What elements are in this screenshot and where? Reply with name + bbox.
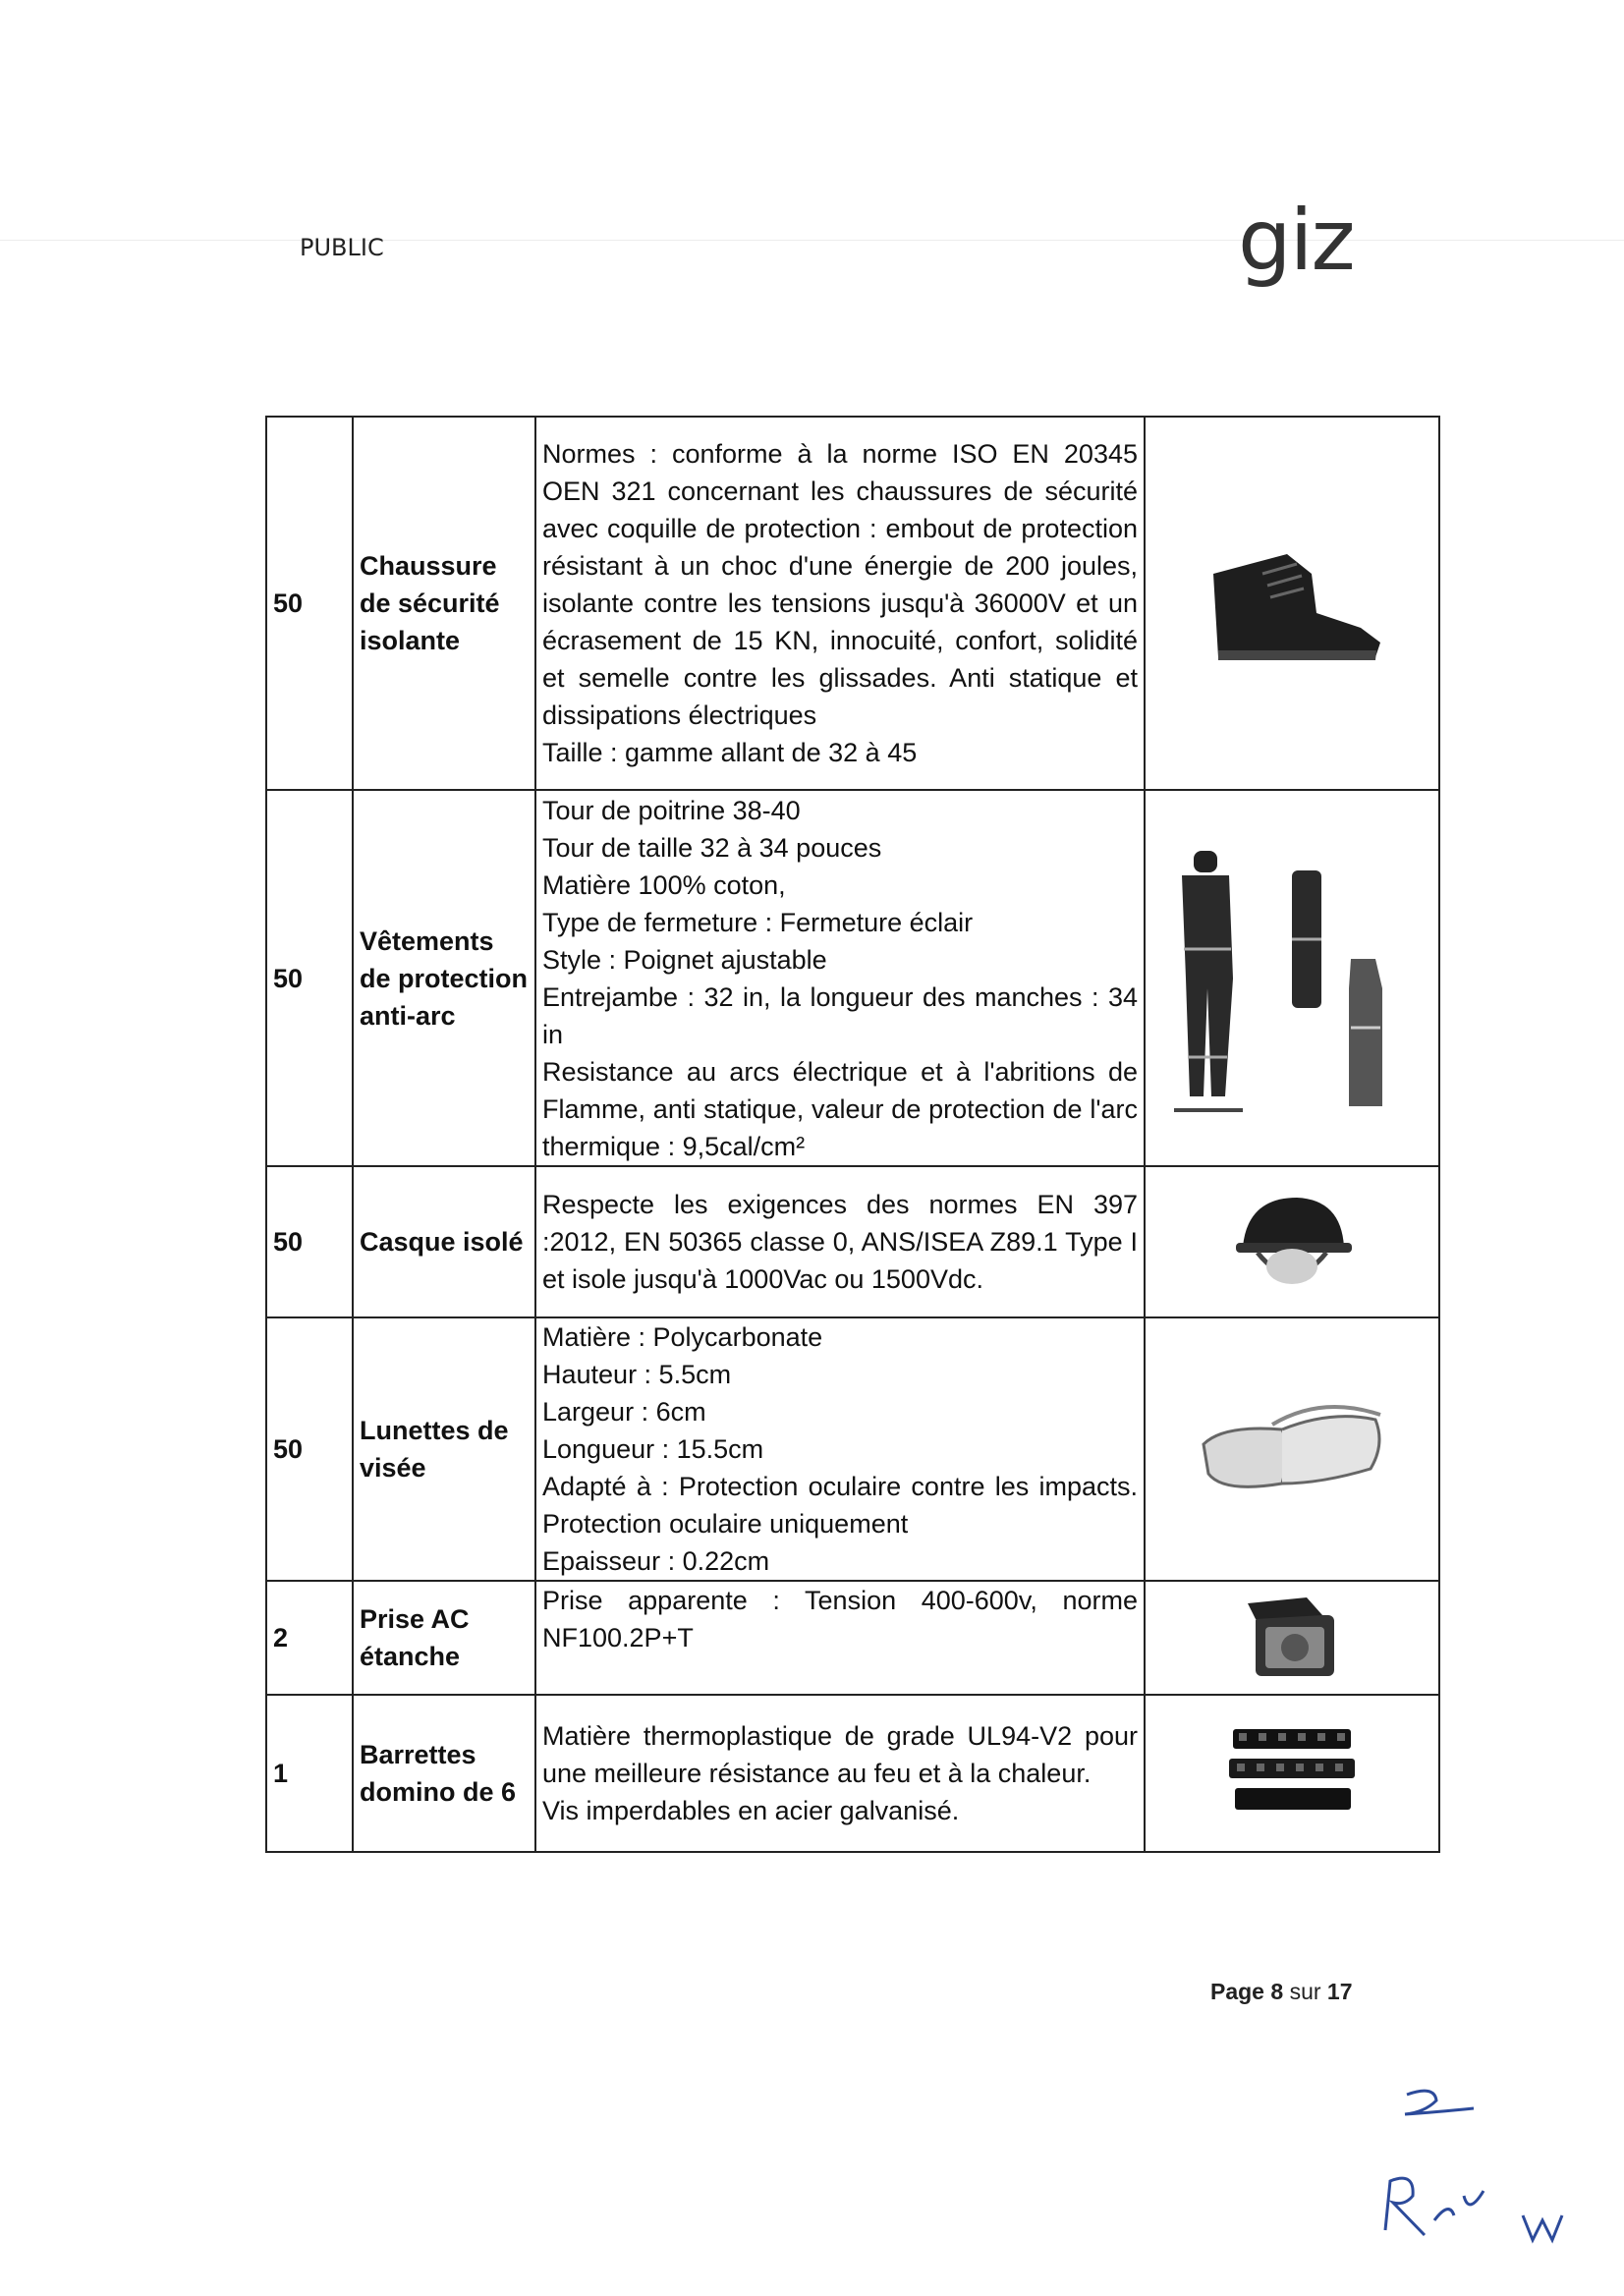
- description-line: Matière thermoplastique de grade UL94-V2 pour une meilleure résistance au feu et à la chaleur.: [542, 1721, 1138, 1788]
- table-row: [266, 790, 1439, 1166]
- handwritten-mark: [1395, 2083, 1484, 2132]
- quantity-cell: 2: [266, 1581, 353, 1695]
- description-line: Largeur : 6cm: [542, 1397, 706, 1427]
- description-line: Tour de taille 32 à 34 pouces: [542, 832, 882, 863]
- quantity-cell: 1: [266, 1695, 353, 1852]
- item-name-cell: Barrettes domino de 6: [353, 1695, 535, 1852]
- handwritten-initials: [1375, 2161, 1572, 2250]
- page-total: 17: [1326, 1979, 1353, 2004]
- description-line: Entrejambe : 32 in, la longueur des manches : 34 in: [542, 981, 1138, 1049]
- table-row: [266, 417, 1439, 790]
- item-name-cell: Lunettes de visée: [353, 1317, 535, 1581]
- terminal-block-icon: [1223, 1719, 1361, 1827]
- description-line: Longueur : 15.5cm: [542, 1434, 764, 1464]
- waterproof-socket-icon: [1238, 1594, 1346, 1682]
- giz-logo: giz: [1238, 192, 1354, 290]
- image-cell: [1145, 1166, 1439, 1317]
- item-name-cell: Chaussure de sécurité isolante: [353, 417, 535, 790]
- page-current: 8: [1270, 1979, 1284, 2004]
- description-line: Matière : Polycarbonate: [542, 1322, 823, 1352]
- table-row: [266, 1166, 1439, 1317]
- description-line: Hauteur : 5.5cm: [542, 1360, 732, 1389]
- description-line: Prise apparente : Tension 400-600v, norme NF100.2P+T: [542, 1586, 1138, 1652]
- classification-label: PUBLIC: [300, 234, 384, 261]
- description-cell: [535, 1317, 1145, 1581]
- image-cell: [1145, 1695, 1439, 1852]
- description-line: Matière 100% coton,: [542, 869, 786, 900]
- description-line: Tour de poitrine 38-40: [542, 795, 801, 825]
- arc-flash-suit-icon: [1164, 831, 1420, 1126]
- description-cell: [535, 1581, 1145, 1695]
- page-number: [1210, 1979, 1353, 2005]
- item-name-cell: Casque isolé: [353, 1166, 535, 1317]
- quantity-cell: 50: [266, 790, 353, 1166]
- safety-boot-icon: [1194, 534, 1390, 672]
- description-line: Adapté à : Protection oculaire contre les impacts. Protection oculaire uniquement: [542, 1472, 1138, 1539]
- page-prefix: Page: [1210, 1979, 1264, 2004]
- description-line: Type de fermeture : Fermeture éclair: [542, 907, 974, 937]
- description-line: Normes : conforme à la norme ISO EN 20345 OEN 321 concernant les chaussures de sécurité avec coquille de protection : embout de protection résistant à un choc d'une énergie de 200 joules, isolante contre les tensions jusqu'à 36000V et un écrasement de 15 KN, innocuité, confort, solidité et semelle contre les glissades. Anti statique et dissipations électriques: [542, 439, 1138, 730]
- table-row: [266, 1581, 1439, 1695]
- description-line: Epaisseur : 0.22cm: [542, 1546, 770, 1576]
- description-cell: [535, 1166, 1145, 1317]
- table-row: [266, 1695, 1439, 1852]
- safety-glasses-icon: [1184, 1390, 1400, 1508]
- table-row: [266, 1317, 1439, 1581]
- description-line: Respecte les exigences des normes EN 397 :2012, EN 50365 classe 0, ANS/ISEA Z89.1 Type I et isole jusqu'à 1000Vac ou 1500Vdc.: [542, 1190, 1138, 1294]
- page-separator: sur: [1289, 1979, 1321, 2004]
- description-cell: [535, 790, 1145, 1166]
- description-cell: [535, 417, 1145, 790]
- equipment-table: [265, 416, 1440, 1853]
- safety-helmet-icon: [1228, 1188, 1356, 1296]
- description-cell: [535, 1695, 1145, 1852]
- quantity-cell: 50: [266, 1317, 353, 1581]
- description-line: Vis imperdables en acier galvanisé.: [542, 1796, 960, 1825]
- description-line: Taille : gamme allant de 32 à 45: [542, 738, 918, 767]
- quantity-cell: 50: [266, 1166, 353, 1317]
- image-cell: [1145, 1581, 1439, 1695]
- item-name-cell: Vêtements de protection anti-arc: [353, 790, 535, 1166]
- quantity-cell: 50: [266, 417, 353, 790]
- header-rule: [0, 240, 1624, 241]
- item-name-cell: Prise AC étanche: [353, 1581, 535, 1695]
- image-cell: [1145, 790, 1439, 1166]
- image-cell: [1145, 417, 1439, 790]
- description-line: Style : Poignet ajustable: [542, 944, 827, 975]
- image-cell: [1145, 1317, 1439, 1581]
- description-line: Resistance au arcs électrique et à l'abritions de Flamme, anti statique, valeur de protection de l'arc thermique : 9,5cal/cm²: [542, 1056, 1138, 1161]
